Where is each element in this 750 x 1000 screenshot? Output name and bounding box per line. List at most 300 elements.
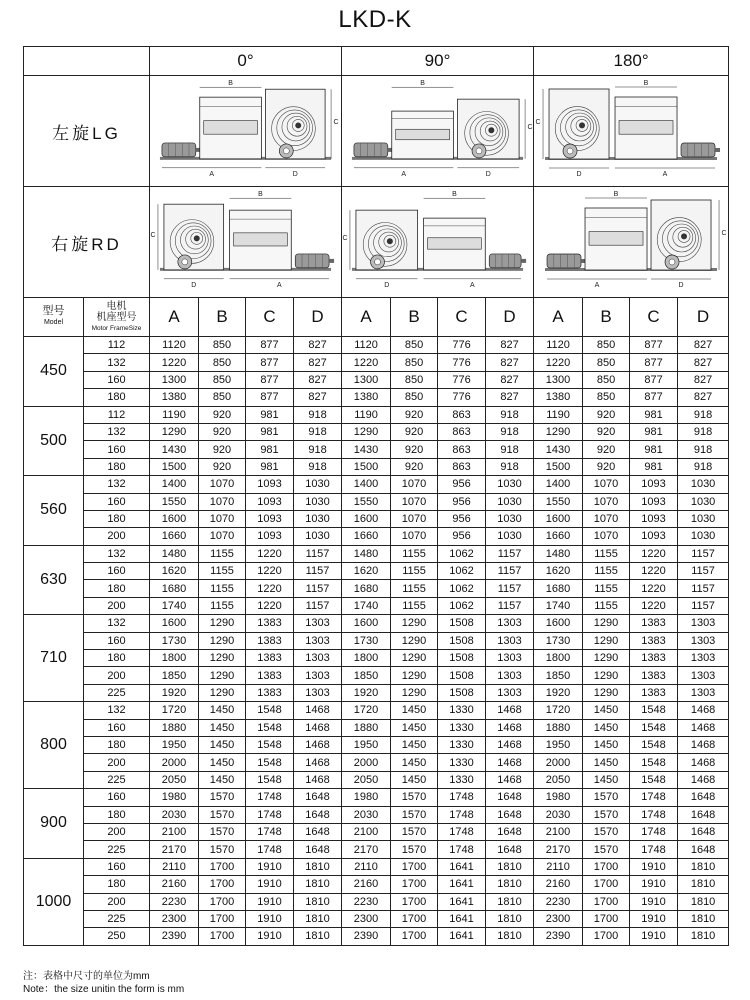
- fan-diagram: [342, 77, 533, 185]
- table-row: [24, 580, 729, 597]
- column-header-row: [24, 298, 729, 337]
- table-row: [24, 667, 729, 684]
- value-cell: 1190: [342, 406, 391, 423]
- fan-housing: [265, 89, 325, 159]
- value-cell: 1810: [486, 858, 534, 875]
- value-cell: 1980: [534, 789, 583, 806]
- motor-cell: 200: [84, 823, 150, 840]
- value-cell: 1570: [391, 841, 438, 858]
- value-cell: 918: [294, 458, 342, 475]
- value-cell: 2000: [534, 754, 583, 771]
- value-cell: 1330: [438, 771, 486, 788]
- fan-hub: [194, 235, 200, 241]
- fan-housing: [549, 89, 609, 159]
- value-cell: 827: [294, 354, 342, 371]
- value-cell: 1508: [438, 684, 486, 701]
- value-cell: 1548: [246, 754, 294, 771]
- value-cell: 1155: [391, 545, 438, 562]
- value-cell: 1700: [583, 876, 630, 893]
- value-cell: 1648: [678, 806, 729, 823]
- table-row: [24, 493, 729, 510]
- value-cell: 1450: [391, 736, 438, 753]
- value-cell: 1220: [246, 597, 294, 614]
- value-cell: 1700: [391, 893, 438, 910]
- value-cell: 1330: [438, 702, 486, 719]
- value-cell: 1550: [150, 493, 199, 510]
- value-cell: 776: [438, 354, 486, 371]
- value-cell: 1748: [438, 841, 486, 858]
- value-cell: 1600: [534, 615, 583, 632]
- value-cell: 1700: [391, 928, 438, 945]
- value-cell: 1383: [246, 632, 294, 649]
- value-cell: 1290: [391, 684, 438, 701]
- value-cell: 1648: [294, 841, 342, 858]
- motor-cell: 180: [84, 510, 150, 527]
- value-cell: 1648: [294, 806, 342, 823]
- model-cell: 900: [24, 789, 84, 859]
- value-cell: 1880: [150, 719, 199, 736]
- value-cell: 1155: [199, 597, 246, 614]
- value-cell: 1157: [678, 563, 729, 580]
- motor-cell: 225: [84, 910, 150, 927]
- value-cell: 827: [294, 371, 342, 388]
- value-cell: 918: [294, 423, 342, 440]
- value-cell: 981: [246, 458, 294, 475]
- dimension-table: [23, 46, 729, 946]
- value-cell: 1508: [438, 615, 486, 632]
- value-cell: 1220: [630, 563, 678, 580]
- model-cell: 450: [24, 337, 84, 407]
- model-cell: 560: [24, 476, 84, 546]
- value-cell: 2050: [150, 771, 199, 788]
- value-cell: 877: [630, 389, 678, 406]
- value-cell: 1810: [486, 876, 534, 893]
- value-cell: 1468: [294, 736, 342, 753]
- rotation-label-rd: 右旋RD: [24, 187, 150, 298]
- value-cell: 1570: [199, 789, 246, 806]
- motor-body: [681, 143, 715, 157]
- value-cell: 2030: [342, 806, 391, 823]
- diagram-group: [352, 80, 533, 178]
- motor-cell: 160: [84, 858, 150, 875]
- table-row: [24, 528, 729, 545]
- value-cell: 850: [199, 354, 246, 371]
- motor-cell: 200: [84, 597, 150, 614]
- value-cell: 1290: [199, 615, 246, 632]
- motor-cell: 160: [84, 632, 150, 649]
- value-cell: 1220: [630, 545, 678, 562]
- pulley-hub: [669, 259, 675, 265]
- motor-header-cn1: 电机: [106, 300, 127, 312]
- dim-label-a: A: [277, 281, 282, 289]
- value-cell: 1700: [583, 893, 630, 910]
- value-cell: 918: [678, 458, 729, 475]
- value-cell: 1290: [391, 667, 438, 684]
- value-cell: 1720: [150, 702, 199, 719]
- value-cell: 1748: [246, 789, 294, 806]
- value-cell: 1220: [534, 354, 583, 371]
- value-cell: 1290: [583, 650, 630, 667]
- value-cell: 1548: [246, 719, 294, 736]
- value-cell: 1157: [486, 563, 534, 580]
- value-cell: 1748: [630, 789, 678, 806]
- value-cell: 918: [486, 423, 534, 440]
- motor-cell: 180: [84, 806, 150, 823]
- unit-note: [23, 970, 184, 996]
- unit-note-en: Note：the size unitin the form is mm: [23, 984, 185, 995]
- value-cell: 1155: [583, 545, 630, 562]
- table-row: [24, 337, 729, 354]
- value-cell: 827: [678, 371, 729, 388]
- value-cell: 1157: [294, 563, 342, 580]
- dim-header-c: C: [246, 298, 294, 337]
- value-cell: 1430: [534, 441, 583, 458]
- value-cell: 1548: [630, 736, 678, 753]
- value-cell: 1400: [150, 476, 199, 493]
- motor-cell: 132: [84, 354, 150, 371]
- motor-cell: 160: [84, 719, 150, 736]
- table-row: [24, 702, 729, 719]
- dim-label-b: B: [258, 191, 263, 199]
- impeller-band: [589, 232, 643, 246]
- model-cell: 630: [24, 545, 84, 615]
- value-cell: 1700: [199, 910, 246, 927]
- value-cell: 2100: [150, 823, 199, 840]
- value-cell: 1450: [391, 719, 438, 736]
- dim-label-a: A: [209, 170, 215, 178]
- motor-cell: 225: [84, 771, 150, 788]
- value-cell: 1680: [342, 580, 391, 597]
- value-cell: 1070: [583, 528, 630, 545]
- impeller-band: [234, 233, 288, 246]
- value-cell: 1570: [199, 823, 246, 840]
- value-cell: 1810: [678, 893, 729, 910]
- value-cell: 863: [438, 441, 486, 458]
- value-cell: 1220: [342, 354, 391, 371]
- value-cell: 1548: [630, 754, 678, 771]
- table-row: [24, 632, 729, 649]
- value-cell: 1648: [294, 823, 342, 840]
- value-cell: 1468: [486, 771, 534, 788]
- dim-label-d: D: [485, 170, 491, 178]
- value-cell: 1480: [534, 545, 583, 562]
- value-cell: 1468: [294, 771, 342, 788]
- value-cell: 1450: [199, 736, 246, 753]
- value-cell: 850: [199, 371, 246, 388]
- value-cell: 1290: [199, 650, 246, 667]
- value-cell: 1641: [438, 858, 486, 875]
- value-cell: 2390: [534, 928, 583, 945]
- value-cell: 1330: [438, 719, 486, 736]
- value-cell: 1190: [534, 406, 583, 423]
- value-cell: 1950: [150, 736, 199, 753]
- value-cell: 2000: [342, 754, 391, 771]
- value-cell: 1700: [391, 910, 438, 927]
- value-cell: 918: [486, 441, 534, 458]
- diagram-group: [160, 80, 339, 178]
- motor-cell: 180: [84, 650, 150, 667]
- unit-note-cn: 注：表格中尺寸的单位为mm: [23, 971, 150, 982]
- value-cell: 920: [391, 441, 438, 458]
- motor-header-en: Motor FrameSize: [91, 324, 142, 332]
- value-cell: 1500: [534, 458, 583, 475]
- value-cell: 2100: [534, 823, 583, 840]
- value-cell: 1450: [583, 771, 630, 788]
- value-cell: 1300: [150, 371, 199, 388]
- dim-label-a: A: [662, 171, 668, 178]
- value-cell: 1303: [294, 684, 342, 701]
- value-cell: 1070: [583, 476, 630, 493]
- value-cell: 1093: [630, 476, 678, 493]
- table-row: [24, 771, 729, 788]
- motor-shaft: [521, 259, 526, 263]
- value-cell: 1570: [583, 789, 630, 806]
- value-cell: 1600: [150, 615, 199, 632]
- value-cell: 1093: [630, 528, 678, 545]
- value-cell: 1155: [199, 580, 246, 597]
- motor-shaft: [329, 259, 334, 263]
- table-row: [24, 823, 729, 840]
- value-cell: 1030: [678, 528, 729, 545]
- value-cell: 1850: [534, 667, 583, 684]
- value-cell: 1480: [150, 545, 199, 562]
- motor-cell: 180: [84, 580, 150, 597]
- value-cell: 1648: [486, 823, 534, 840]
- value-cell: 1290: [199, 667, 246, 684]
- value-cell: 1700: [391, 858, 438, 875]
- value-cell: 1810: [678, 910, 729, 927]
- value-cell: 918: [294, 406, 342, 423]
- motor-cell: 180: [84, 736, 150, 753]
- value-cell: 1748: [438, 823, 486, 840]
- value-cell: 1700: [583, 910, 630, 927]
- value-cell: 1030: [678, 510, 729, 527]
- fan-diagram: [534, 188, 728, 296]
- table-row: [24, 354, 729, 371]
- value-cell: 1648: [678, 841, 729, 858]
- impeller-band: [619, 121, 673, 135]
- value-cell: 2050: [342, 771, 391, 788]
- dim-label-b: B: [452, 191, 457, 199]
- value-cell: 1070: [583, 510, 630, 527]
- value-cell: 863: [438, 458, 486, 475]
- value-cell: 1641: [438, 876, 486, 893]
- value-cell: 1700: [583, 858, 630, 875]
- value-cell: 1303: [678, 632, 729, 649]
- value-cell: 1570: [391, 789, 438, 806]
- value-cell: 1383: [246, 615, 294, 632]
- value-cell: 1570: [583, 823, 630, 840]
- value-cell: 1700: [199, 858, 246, 875]
- table-row: [24, 858, 729, 875]
- fan-housing: [457, 99, 519, 159]
- rotation-row-rd: [24, 187, 729, 298]
- value-cell: 1740: [534, 597, 583, 614]
- table-row: [24, 650, 729, 667]
- value-cell: 1810: [294, 928, 342, 945]
- value-cell: 1500: [150, 458, 199, 475]
- value-cell: 1600: [342, 510, 391, 527]
- value-cell: 1810: [486, 928, 534, 945]
- diagram-lg-90: [342, 76, 534, 187]
- value-cell: 877: [246, 337, 294, 354]
- value-cell: 1157: [486, 580, 534, 597]
- value-cell: 850: [391, 371, 438, 388]
- value-cell: 1810: [294, 876, 342, 893]
- value-cell: 850: [583, 389, 630, 406]
- value-cell: 1500: [342, 458, 391, 475]
- value-cell: 1468: [294, 702, 342, 719]
- value-cell: 1030: [486, 476, 534, 493]
- value-cell: 1070: [391, 528, 438, 545]
- value-cell: 1383: [630, 650, 678, 667]
- value-cell: 920: [583, 406, 630, 423]
- value-cell: 850: [199, 337, 246, 354]
- table-row: [24, 806, 729, 823]
- table-row: [24, 841, 729, 858]
- value-cell: 1680: [534, 580, 583, 597]
- value-cell: 920: [391, 406, 438, 423]
- diagram-rd-180: [534, 187, 729, 298]
- motor-cell: 200: [84, 754, 150, 771]
- value-cell: 1468: [486, 702, 534, 719]
- value-cell: 850: [391, 354, 438, 371]
- value-cell: 2160: [150, 876, 199, 893]
- dim-header-d: D: [678, 298, 729, 337]
- value-cell: 1468: [678, 736, 729, 753]
- value-cell: 1303: [678, 650, 729, 667]
- value-cell: 1120: [150, 337, 199, 354]
- dim-label-c: C: [527, 124, 533, 132]
- pulley-hub: [476, 148, 482, 154]
- value-cell: 1648: [486, 806, 534, 823]
- model-header-en: Model: [43, 319, 64, 326]
- value-cell: 1548: [246, 702, 294, 719]
- motor-cell: 250: [84, 928, 150, 945]
- value-cell: 981: [246, 406, 294, 423]
- value-cell: 1157: [294, 545, 342, 562]
- value-cell: 1810: [294, 858, 342, 875]
- dim-label-b: B: [228, 80, 233, 88]
- value-cell: 827: [486, 389, 534, 406]
- table-row: [24, 545, 729, 562]
- value-cell: 918: [294, 441, 342, 458]
- value-cell: 863: [438, 423, 486, 440]
- value-cell: 2160: [534, 876, 583, 893]
- value-cell: 1290: [199, 684, 246, 701]
- motor-cell: 132: [84, 545, 150, 562]
- value-cell: 2170: [534, 841, 583, 858]
- value-cell: 1157: [294, 580, 342, 597]
- value-cell: 2230: [534, 893, 583, 910]
- value-cell: 877: [630, 354, 678, 371]
- value-cell: 1070: [391, 493, 438, 510]
- model-header-cn: 型号: [42, 305, 65, 317]
- value-cell: 1810: [678, 876, 729, 893]
- value-cell: 1383: [246, 667, 294, 684]
- dim-header-b: B: [583, 298, 630, 337]
- table-row: [24, 736, 729, 753]
- value-cell: 1980: [342, 789, 391, 806]
- value-cell: 1810: [294, 893, 342, 910]
- value-cell: 1330: [438, 736, 486, 753]
- value-cell: 1468: [486, 754, 534, 771]
- value-cell: 1740: [342, 597, 391, 614]
- value-cell: 1641: [438, 928, 486, 945]
- value-cell: 1620: [150, 563, 199, 580]
- value-cell: 1850: [150, 667, 199, 684]
- dim-header-d: D: [486, 298, 534, 337]
- value-cell: 1700: [391, 876, 438, 893]
- value-cell: 1383: [246, 684, 294, 701]
- value-cell: 1910: [246, 928, 294, 945]
- motor-cell: 180: [84, 458, 150, 475]
- value-cell: 1220: [246, 563, 294, 580]
- value-cell: 1062: [438, 545, 486, 562]
- value-cell: 1030: [486, 493, 534, 510]
- value-cell: 2110: [534, 858, 583, 875]
- value-cell: 827: [294, 337, 342, 354]
- value-cell: 1548: [630, 702, 678, 719]
- value-cell: 827: [678, 389, 729, 406]
- value-cell: 956: [438, 476, 486, 493]
- value-cell: 1950: [342, 736, 391, 753]
- angle-header-row: [24, 47, 729, 76]
- table-row: [24, 371, 729, 388]
- value-cell: 1030: [294, 476, 342, 493]
- value-cell: 1910: [246, 876, 294, 893]
- value-cell: 1303: [678, 684, 729, 701]
- dim-label-b: B: [420, 80, 425, 88]
- value-cell: 863: [438, 406, 486, 423]
- value-cell: 850: [199, 389, 246, 406]
- dim-label-d: D: [292, 170, 298, 178]
- dim-label-a: A: [594, 282, 600, 289]
- value-cell: 1468: [486, 736, 534, 753]
- value-cell: 1220: [246, 580, 294, 597]
- diagram-group: [545, 191, 727, 289]
- value-cell: 1290: [391, 650, 438, 667]
- value-cell: 981: [630, 458, 678, 475]
- value-cell: 1740: [150, 597, 199, 614]
- model-cell: 800: [24, 702, 84, 789]
- value-cell: 1120: [534, 337, 583, 354]
- motor-cell: 132: [84, 476, 150, 493]
- value-cell: 1508: [438, 667, 486, 684]
- dim-label-b: B: [613, 191, 619, 198]
- value-cell: 1550: [534, 493, 583, 510]
- table-row: [24, 928, 729, 945]
- value-cell: 1330: [438, 754, 486, 771]
- dim-header-a: A: [150, 298, 199, 337]
- value-cell: 1303: [294, 650, 342, 667]
- value-cell: 1450: [583, 719, 630, 736]
- value-cell: 1450: [391, 754, 438, 771]
- impeller-band: [428, 238, 482, 249]
- value-cell: 1468: [678, 719, 729, 736]
- dim-header-a: A: [342, 298, 391, 337]
- value-cell: 1070: [391, 510, 438, 527]
- dim-label-c: C: [150, 232, 156, 240]
- value-cell: 1290: [150, 423, 199, 440]
- page-title: LKD-K: [338, 6, 412, 33]
- value-cell: 1303: [294, 667, 342, 684]
- motor-cell: 225: [84, 841, 150, 858]
- dim-header-b: B: [199, 298, 246, 337]
- value-cell: 1383: [630, 615, 678, 632]
- value-cell: 1800: [534, 650, 583, 667]
- fan-housing: [651, 200, 711, 270]
